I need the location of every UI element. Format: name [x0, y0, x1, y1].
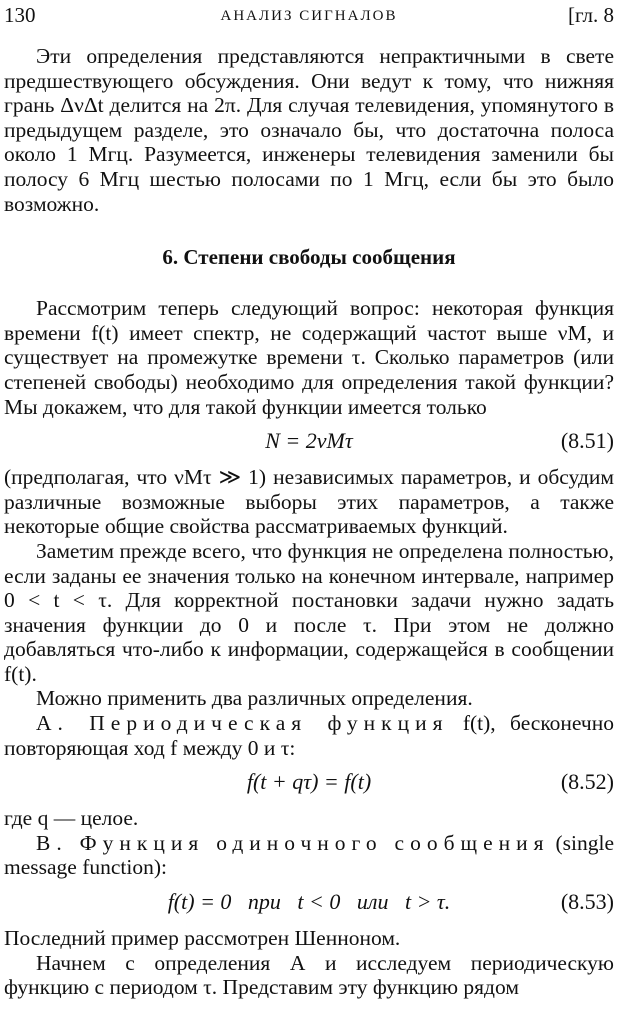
definition-b [4, 831, 614, 880]
equation-number: (8.51) [560, 428, 614, 454]
definition-b-text: (single message function): [4, 830, 614, 880]
equation-formula: f(t) = 0 при t < 0 или t > τ. [167, 889, 451, 915]
definition-a-label: А. Периодическая функция [36, 711, 449, 736]
equation-8-51 [4, 423, 614, 459]
definition-b-label: B. Функция одиночного сообщения [36, 830, 550, 855]
paragraph-two-definitions: Можно применить два различных определения. [36, 686, 473, 711]
paragraph-shannon: Последний пример рассмотрен Шенноном. [4, 926, 401, 951]
chapter-label: [гл. 8 [567, 3, 614, 27]
running-title: АНАЛИЗ СИГНАЛОВ [220, 8, 398, 24]
paragraph-intro: Рассмотрим теперь следующий вопрос: некоторая функция времени f(t) имеет спектр, не содержащий частот выше νM, и существует на промежутке времени τ. Сколько параметров (или степеней свободы) необходимо для определения такой функции? Мы докажем, что для такой функции имеется только [4, 296, 614, 419]
equation-8-52 [4, 764, 614, 800]
page-number: 130 [4, 3, 36, 27]
definition-a-text: f(t), бесконечно повторяющая ход f между 0 и τ: [4, 711, 615, 760]
equation-number: (8.53) [560, 889, 614, 915]
equation-number: (8.52) [560, 769, 614, 795]
where-q-integer: где q — целое. [4, 806, 139, 831]
paragraph-definitions-impractical: Эти определения представляются непрактичными в свете предшествующего обсуждения. Они ведут к тому, что нижняя грань ΔνΔt делится на 2π. Для случая телевидения, упомянутого в предыдущем разделе, это означало бы, что достаточна полоса около 1 Мгц. Разумеется, инженеры телевидения заменили бы полосу 6 Мгц шестью полосами по 1 Мгц, если бы это было возможно. [4, 44, 614, 216]
equation-formula: f(t + qτ) = f(t) [246, 769, 372, 795]
paragraph-last: Начнем с определения А и исследуем периодическую функцию с периодом τ. Представим эту функцию рядом [4, 950, 614, 1000]
equation-formula: N = 2νMτ [265, 428, 353, 454]
definition-a [4, 711, 614, 760]
page-header [4, 2, 614, 28]
paragraph-after-8-51: (предполагая, что νMτ ≫ 1) независимых параметров, и обсудим различные возможные выборы этих параметров, а также некоторые общие свойства рассматриваемых функций. [4, 465, 614, 539]
section-title: 6. Степени свободы сообщения [162, 245, 456, 270]
paragraph-notice: Заметим прежде всего, что функция не определена полностью, если заданы ее значения только на конечном интервале, например 0 < t < τ. Для корректной постановки задачи нужно задать значения функции до 0 и после τ. При этом не должно добавляться что-либо к информации, содержащейся в сообщении f(t). [4, 538, 614, 686]
body-text [4, 44, 614, 1000]
equation-8-53 [4, 884, 614, 920]
